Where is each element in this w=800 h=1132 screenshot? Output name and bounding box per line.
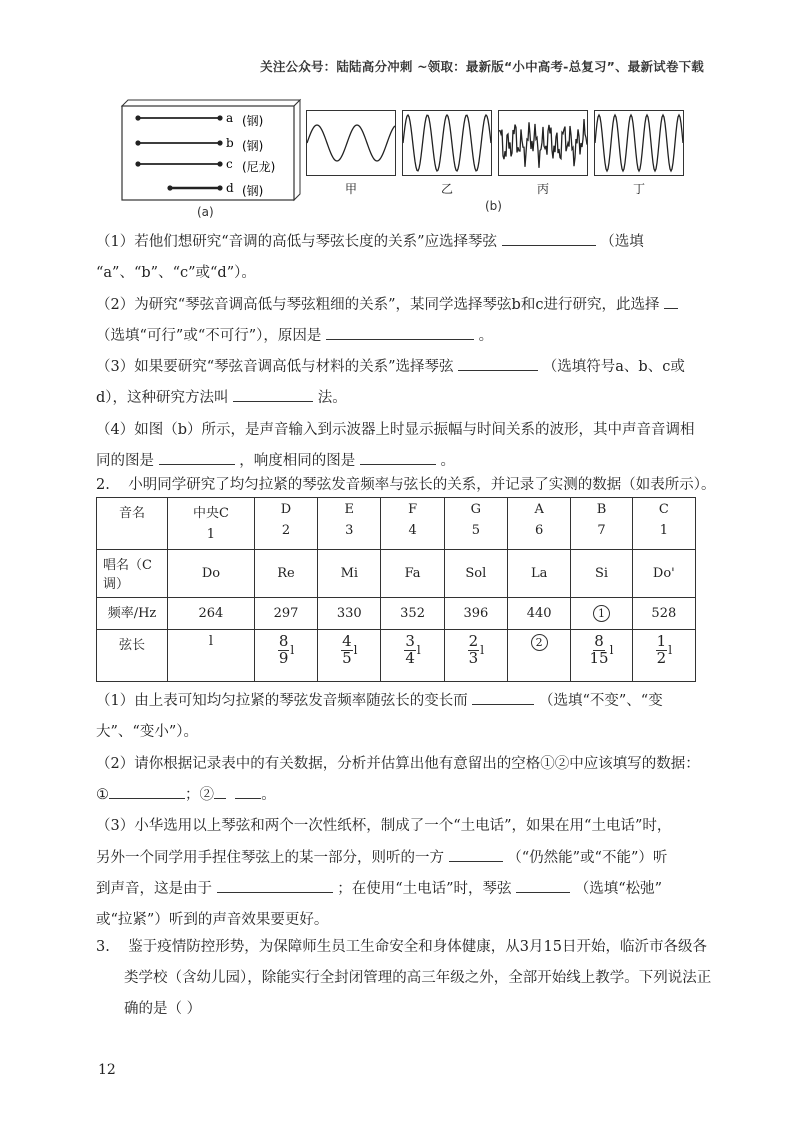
solfege-cell: La	[508, 550, 571, 598]
wave-label-bing: 丙	[536, 182, 549, 196]
wave-panel-ding	[594, 110, 684, 176]
blank-marker-1: 1	[593, 605, 610, 622]
solfege-cell: Mi	[318, 550, 381, 598]
q3-line1: 3. 鉴于疫情防控形势，为保障师生员工生命安全和身体健康，从3月15日开始，临沂市各级各	[96, 939, 707, 955]
length-fraction: $\frac{8}{9}$ l	[278, 632, 295, 667]
waveform-ding	[595, 115, 683, 171]
note-number: 2	[281, 523, 291, 538]
string-d-end-peg	[217, 185, 222, 190]
q2-blank-2b[interactable]	[235, 784, 261, 799]
table-row-solfege	[97, 550, 696, 598]
string-c-end-peg	[217, 161, 222, 166]
string-a-end-peg	[217, 115, 222, 120]
note-name: B	[596, 502, 607, 517]
frequency-cell: 440	[508, 598, 571, 630]
waveform-yi	[403, 115, 491, 171]
note-name-cell	[381, 498, 444, 550]
q1-part2-reason-blank[interactable]	[326, 325, 474, 340]
q1-part2-line2: （选填“可行”或“不可行”），原因是 。	[96, 321, 708, 351]
solfege-cell: Re	[254, 550, 317, 598]
note-number: 1	[206, 527, 216, 542]
wave-label-yi: 乙	[440, 182, 453, 196]
length-cell	[381, 630, 444, 682]
page-number: 12	[98, 1062, 116, 1078]
note-number: 5	[471, 523, 480, 538]
frequency-table	[96, 497, 696, 682]
string-b-end-peg	[217, 140, 222, 145]
solfege-cell: Fa	[381, 550, 444, 598]
note-name: C	[658, 502, 669, 517]
note-name: F	[408, 502, 418, 517]
q2-part3-line4: 或“拉紧”）听到的声音效果要更好。	[96, 912, 329, 928]
q2-part3-reason-blank[interactable]	[217, 878, 333, 893]
q1-part3-line2: d），这种研究方法叫 法。	[96, 383, 708, 413]
solfege-cell: Do	[168, 550, 255, 598]
string-d-start-peg	[167, 185, 172, 190]
table-row-note-name	[97, 498, 696, 550]
q1-part3-string-blank[interactable]	[458, 356, 538, 371]
q1-part3-method-blank[interactable]	[233, 387, 313, 402]
frequency-cell: 528	[632, 598, 695, 630]
q1-part4-line1: （4）如图（b）所示，是声音输入到示波器上时显示振幅与时间关系的波形，其中声音音调相	[96, 422, 695, 438]
q2-part1-line1: （1）由上表可知均匀拉紧的琴弦发音频率随弦长的变长而 （选填“不变”、“变	[96, 686, 708, 716]
table-row-frequency	[97, 598, 696, 630]
waveform-bing	[499, 119, 587, 168]
note-number: 7	[597, 523, 606, 538]
string-d-letter: d	[226, 181, 234, 195]
q1-part1-line2: “a”、“b”、“c”或“d”）。	[96, 265, 256, 281]
length-cell	[508, 630, 571, 682]
q1-part1-answer-blank[interactable]	[502, 231, 596, 246]
note-number: 6	[535, 523, 544, 538]
q3-line3: 确的是（ ）	[124, 1001, 202, 1017]
solfege-cell: Do'	[632, 550, 695, 598]
length-fraction: $\frac{4}{5}$ l	[342, 632, 358, 667]
page-header: 关注公众号：陆陆高分冲刺 ~领取：最新版“小中高考-总复习”、最新试卷下载	[260, 59, 704, 74]
q3-line2: 类学校（含幼儿园），除能实行全封闭管理的高三年级之外，全部开始线上教学。下列说法正	[124, 970, 712, 986]
wave-panel-bing	[498, 110, 588, 176]
q2-part3-tension-blank[interactable]	[516, 878, 570, 893]
waveform-jia	[307, 125, 395, 161]
row-header-note-name: 音名	[97, 498, 168, 550]
wave-panel-yi	[402, 110, 492, 176]
frequency-cell: 330	[318, 598, 381, 630]
string-c-material: (尼龙)	[242, 160, 276, 174]
q1-part4-loudness-blank[interactable]	[360, 450, 436, 465]
frequency-cell	[571, 598, 632, 630]
length-cell	[444, 630, 507, 682]
note-number: 3	[345, 523, 354, 538]
length-cell	[318, 630, 381, 682]
q2-stem: 2. 小明同学研究了均匀拉紧的琴弦发音频率与弦长的关系，并记录了实测的数据（如表所示）。	[96, 477, 716, 493]
q1-part4-line2: 同的图是 ，响度相同的图是 。	[96, 446, 708, 476]
note-name: E	[344, 502, 355, 517]
string-d-material: (钢)	[242, 184, 264, 198]
wave-panel-jia	[306, 110, 396, 176]
length-cell	[632, 630, 695, 682]
q1-part1-line1: （1）若他们想研究“音调的高低与琴弦长度的关系”应选择琴弦 （选填	[96, 227, 708, 257]
note-name: 中央C	[192, 506, 229, 521]
figure-a-string-box	[118, 98, 304, 202]
string-b-letter: b	[226, 136, 234, 150]
q2-part2-line2: ① ；② 。	[96, 780, 708, 810]
wave-label-jia: 甲	[344, 182, 357, 196]
row-header-frequency: 频率/Hz	[97, 598, 168, 630]
length-cell	[254, 630, 317, 682]
note-name-cell	[632, 498, 695, 550]
length-fraction: $\frac{8}{15}$ l	[589, 632, 614, 667]
note-number: 4	[408, 523, 417, 538]
row-header-solfege: 唱名（C调）	[97, 550, 168, 598]
length-fraction: $\frac{2}{3}$ l	[468, 632, 485, 667]
q2-part1-trend-blank[interactable]	[472, 690, 534, 705]
q1-part2-line1: （2）为研究“琴弦音调高低与琴弦粗细的关系”，某同学选择琴弦b和c进行研究，此选择	[96, 290, 708, 320]
frequency-cell: 264	[168, 598, 255, 630]
q2-blank-2a[interactable]	[214, 784, 226, 799]
note-name: A	[534, 502, 544, 517]
string-a-letter: a	[226, 111, 234, 125]
row-header-length: 弦长	[97, 630, 168, 682]
q2-part3-line1: （3）小华选用以上琴弦和两个一次性纸杯，制成了一个“土电话”，如果在用“土电话”时，	[96, 818, 672, 834]
string-a-material: (钢)	[242, 114, 264, 128]
length-fraction: $\frac{1}{2}$ l	[656, 632, 673, 667]
solfege-cell: Si	[571, 550, 632, 598]
string-a-start-peg	[135, 115, 140, 120]
string-b-material: (钢)	[242, 139, 264, 153]
q2-part3-line3: 到声音，这是由于 ；在使用“土电话”时，琴弦 （选填“松弛”	[96, 874, 708, 904]
note-name-cell	[318, 498, 381, 550]
note-name: G	[470, 502, 482, 517]
note-name-cell	[571, 498, 632, 550]
string-b-start-peg	[135, 140, 140, 145]
q2-part3-line2: 另外一个同学用手捏住琴弦上的某一部分，则听的一方 （“仍然能”或“不能”）听	[96, 843, 708, 873]
length-cell: l	[168, 630, 255, 682]
length-fraction: $\frac{3}{4}$ l	[405, 632, 421, 667]
note-name: D	[280, 502, 292, 517]
string-c-letter: c	[226, 157, 233, 171]
frequency-cell: 396	[444, 598, 507, 630]
note-number: 1	[659, 523, 668, 538]
length-cell	[571, 630, 632, 682]
figure-a-caption: (a)	[197, 205, 214, 219]
string-c-start-peg	[135, 161, 140, 166]
q2-blank-1[interactable]	[109, 784, 185, 799]
solfege-cell: Sol	[444, 550, 507, 598]
table-row-length	[97, 630, 696, 682]
note-name-cell	[444, 498, 507, 550]
frequency-cell: 352	[381, 598, 444, 630]
frequency-cell: 297	[254, 598, 317, 630]
q1-part2-feasible-blank[interactable]	[664, 294, 678, 309]
note-name-cell	[254, 498, 317, 550]
figure-b-caption: (b)	[485, 199, 502, 213]
wave-label-ding: 丁	[632, 182, 645, 196]
q1-part3-line1: （3）如果要研究“琴弦音调高低与材料的关系”选择琴弦 （选填符号a、b、c或	[96, 352, 708, 382]
q2-part1-line2: 大”、“变小”）。	[96, 724, 198, 740]
q1-part4-pitch-blank[interactable]	[159, 450, 235, 465]
q2-part3-hear-blank[interactable]	[449, 847, 503, 862]
blank-marker-2: 2	[531, 634, 548, 651]
note-name-cell	[508, 498, 571, 550]
note-name-cell	[168, 498, 255, 550]
string-box-drawing	[118, 98, 304, 202]
q2-part2-line1: （2）请你根据记录表中的有关数据，分析并估算出他有意留出的空格①②中应该填写的数据：	[96, 756, 700, 772]
